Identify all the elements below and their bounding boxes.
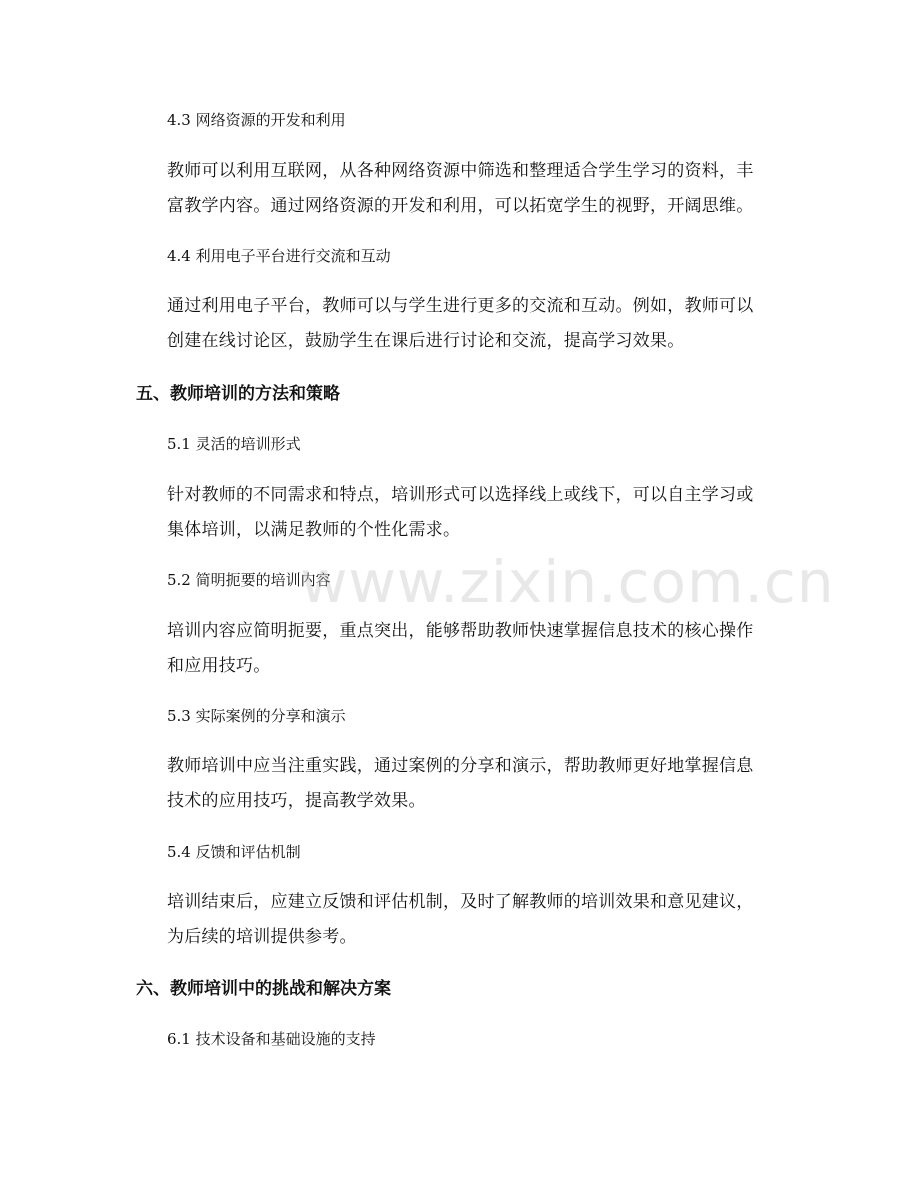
paragraph-5-1 — [0, 478, 783, 548]
paragraph-line: 教师培训中应当注重实践，通过案例的分享和演示，帮助教师更好地掌握信息 — [167, 756, 754, 776]
paragraph-5-4 — [0, 885, 783, 955]
subheading-5-3: 5.3 实际案例的分享和演示 — [167, 707, 346, 725]
subheading-5-4: 5.4 反馈和评估机制 — [167, 843, 301, 861]
section-heading-5: 五、教师培训的方法和策略 — [136, 384, 340, 404]
paragraph-4-3 — [0, 154, 783, 224]
subheading-4-4: 4.4 利用电子平台进行交流和互动 — [167, 247, 391, 265]
paragraph-4-4 — [0, 289, 783, 359]
paragraph-line: 技术的应用技巧，提高教学效果。 — [167, 791, 426, 811]
paragraph-line: 创建在线讨论区，鼓励学生在课后进行讨论和交流，提高学习效果。 — [167, 331, 685, 351]
paragraph-line: 集体培训，以满足教师的个性化需求。 — [167, 520, 461, 540]
paragraph-line: 教师可以利用互联网，从各种网络资源中筛选和整理适合学生学习的资料，丰 — [167, 161, 754, 181]
paragraph-line: 富教学内容。通过网络资源的开发和利用，可以拓宽学生的视野，开阔思维。 — [167, 196, 754, 216]
paragraph-5-2 — [0, 614, 783, 684]
paragraph-line: 针对教师的不同需求和特点，培训形式可以选择线上或线下，可以自主学习或 — [167, 485, 754, 505]
paragraph-line: 为后续的培训提供参考。 — [167, 927, 357, 947]
paragraph-line: 培训结束后，应建立反馈和评估机制，及时了解教师的培训效果和意见建议， — [167, 892, 754, 912]
subheading-5-1: 5.1 灵活的培训形式 — [167, 435, 301, 453]
watermark: www.zixin.com.cn — [300, 548, 835, 616]
subheading-5-2: 5.2 简明扼要的培训内容 — [167, 571, 331, 589]
subheading-4-3: 4.3 网络资源的开发和利用 — [167, 111, 346, 129]
paragraph-5-3 — [0, 749, 783, 819]
paragraph-line: 通过利用电子平台，教师可以与学生进行更多的交流和互动。例如，教师可以 — [167, 296, 754, 316]
section-heading-6: 六、教师培训中的挑战和解决方案 — [136, 979, 391, 999]
paragraph-line: 培训内容应简明扼要，重点突出，能够帮助教师快速掌握信息技术的核心操作 — [167, 621, 754, 641]
subheading-6-1: 6.1 技术设备和基础设施的支持 — [167, 1030, 376, 1048]
paragraph-line: 和应用技巧。 — [167, 656, 271, 676]
